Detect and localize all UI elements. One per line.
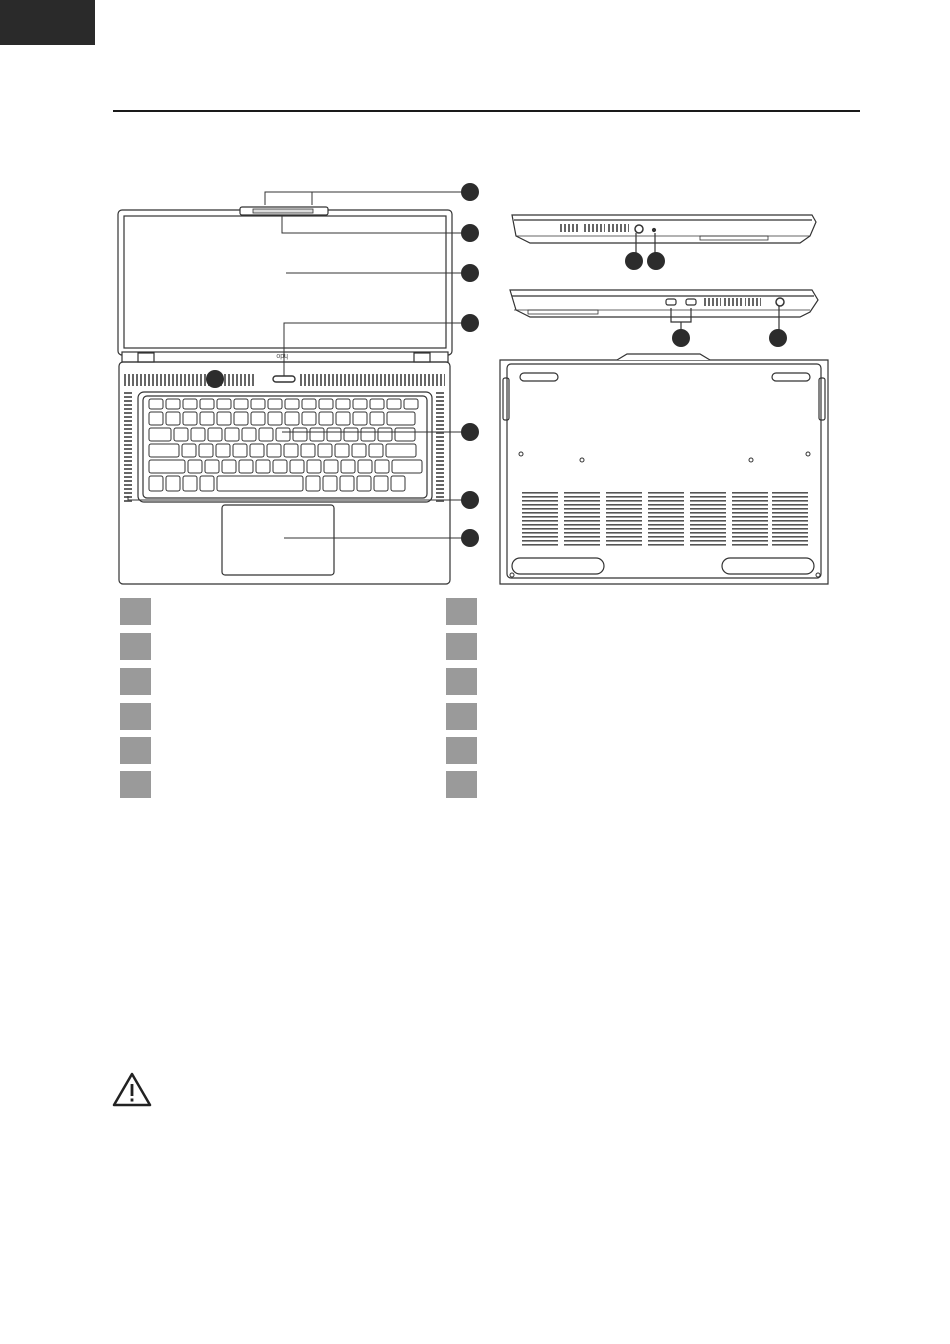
keyboard-key	[200, 399, 214, 409]
keyboard-key	[174, 428, 188, 441]
keyboard-key	[357, 476, 371, 491]
keyboard-key	[268, 399, 282, 409]
keyboard-key	[374, 476, 388, 491]
keyboard-key	[149, 476, 163, 491]
keyboard-key	[276, 428, 290, 441]
callout-dot-7	[461, 529, 479, 547]
keyboard-key	[336, 399, 350, 409]
keyboard-key	[183, 476, 197, 491]
keyboard-key	[149, 444, 179, 457]
keyboard-key	[250, 444, 264, 457]
keyboard-key	[387, 412, 415, 425]
keyboard-key	[149, 399, 163, 409]
keyboard-key	[391, 476, 405, 491]
keyboard-key	[256, 460, 270, 473]
speaker-grill-left	[124, 374, 254, 386]
keyboard-key	[370, 412, 384, 425]
keyboard-key	[302, 412, 316, 425]
keyboard-key	[285, 399, 299, 409]
keyboard-key	[293, 428, 307, 441]
speaker-grill-right	[300, 374, 445, 386]
keyboard-key	[307, 460, 321, 473]
keyboard-key	[205, 460, 219, 473]
keyboard-key	[234, 399, 248, 409]
keyboard-key	[352, 444, 366, 457]
keyboard-key	[319, 399, 333, 409]
callout-dot-4	[461, 314, 479, 332]
side-view-left	[512, 215, 816, 253]
touchpad	[222, 505, 334, 575]
keyboard-key	[166, 476, 180, 491]
keyboard-key	[395, 428, 415, 441]
keyboard-key	[375, 460, 389, 473]
legend-box-9	[446, 668, 477, 695]
keyboard-key	[268, 412, 282, 425]
side-grill-right	[436, 392, 444, 502]
keyboard-key	[222, 460, 236, 473]
keyboard-key	[183, 399, 197, 409]
keyboard-key	[149, 460, 185, 473]
callout-dot-9	[625, 252, 643, 270]
keyboard-key	[290, 460, 304, 473]
keyboard-key	[242, 428, 256, 441]
keyboard-key	[302, 399, 316, 409]
side-view-right	[510, 290, 818, 330]
legend-box-3	[120, 668, 151, 695]
keyboard-key	[336, 412, 350, 425]
keyboard-key	[217, 412, 231, 425]
callout-dot-2	[461, 224, 479, 242]
keyboard-key	[267, 444, 281, 457]
legend-box-12	[446, 771, 477, 798]
keyboard-key	[191, 428, 205, 441]
keyboard-key	[166, 399, 180, 409]
keyboard-key	[369, 444, 383, 457]
warning-triangle-icon	[112, 1072, 152, 1108]
keyboard-key	[182, 444, 196, 457]
callout-dot-10	[647, 252, 665, 270]
keyboard-key	[353, 399, 367, 409]
keyboard-keys	[149, 399, 422, 491]
keyboard-key	[285, 412, 299, 425]
keyboard-key	[225, 428, 239, 441]
keyboard-key	[199, 444, 213, 457]
keyboard-key	[386, 444, 416, 457]
keyboard-key	[341, 460, 355, 473]
keyboard-key	[284, 444, 298, 457]
keyboard-key	[166, 412, 180, 425]
callout-dot-3	[461, 264, 479, 282]
keyboard-key	[301, 444, 315, 457]
callout-dot-1	[461, 183, 479, 201]
keyboard-key	[323, 476, 337, 491]
keyboard-key	[319, 412, 333, 425]
legend-box-7	[446, 598, 477, 625]
keyboard-key	[358, 460, 372, 473]
keyboard-key	[234, 412, 248, 425]
callout-dot-8	[206, 370, 224, 388]
keyboard-key	[200, 476, 214, 491]
legend-box-8	[446, 633, 477, 660]
keyboard-key	[217, 476, 303, 491]
legend-box-1	[120, 598, 151, 625]
keyboard-key	[361, 428, 375, 441]
display-panel	[124, 216, 446, 348]
keyboard-key	[404, 399, 418, 409]
logo-text: hdo	[276, 352, 288, 359]
keyboard-key	[392, 460, 422, 473]
laptop-open-view	[118, 207, 452, 584]
callout-dot-6	[461, 491, 479, 509]
side-grill-left	[124, 392, 132, 502]
keyboard-key	[387, 399, 401, 409]
keyboard-key	[335, 444, 349, 457]
legend-box-11	[446, 737, 477, 764]
keyboard-key	[259, 428, 273, 441]
keyboard-key	[208, 428, 222, 441]
keyboard-key	[318, 444, 332, 457]
bottom-view	[500, 354, 828, 584]
keyboard-key	[273, 460, 287, 473]
legend-box-5	[120, 737, 151, 764]
legend-box-4	[120, 703, 151, 730]
keyboard-key	[188, 460, 202, 473]
keyboard-key	[183, 412, 197, 425]
callout-dot-12	[769, 329, 787, 347]
power-button	[273, 376, 295, 382]
keyboard-key	[327, 428, 341, 441]
callout-dot-11	[672, 329, 690, 347]
keyboard-key	[149, 428, 171, 441]
keyboard-key	[200, 412, 214, 425]
keyboard-key	[217, 399, 231, 409]
keyboard-key	[306, 476, 320, 491]
keyboard-key	[353, 412, 367, 425]
keyboard-key	[149, 412, 163, 425]
keyboard-key	[310, 428, 324, 441]
legend-box-10	[446, 703, 477, 730]
keyboard-key	[378, 428, 392, 441]
keyboard-key	[216, 444, 230, 457]
keyboard-key	[340, 476, 354, 491]
keyboard-key	[251, 399, 265, 409]
keyboard-key	[251, 412, 265, 425]
callout-dot-5	[461, 423, 479, 441]
keyboard-key	[233, 444, 247, 457]
keyboard-key	[239, 460, 253, 473]
keyboard-key	[370, 399, 384, 409]
legend-box-6	[120, 771, 151, 798]
keyboard-key	[344, 428, 358, 441]
keyboard-key	[324, 460, 338, 473]
legend-box-2	[120, 633, 151, 660]
